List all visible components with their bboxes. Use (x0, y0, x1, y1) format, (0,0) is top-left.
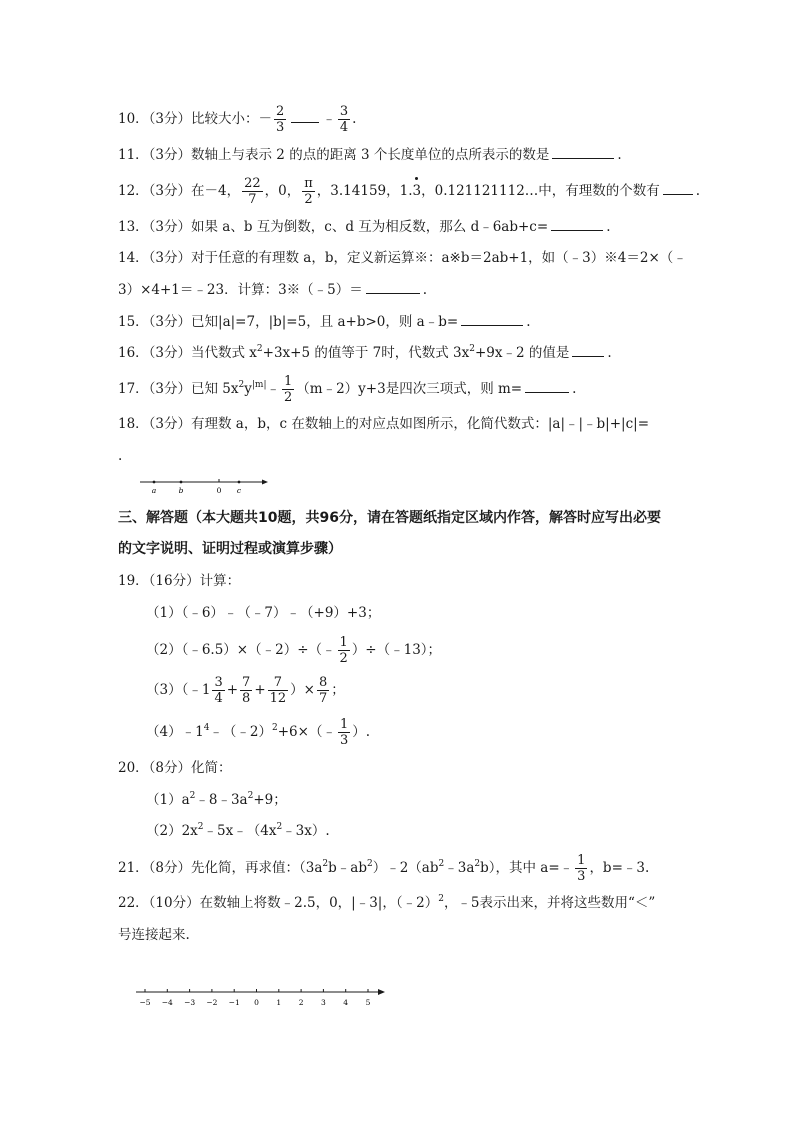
axis-tick-label: 1 (276, 998, 282, 1007)
axis-tick-label: −2 (206, 998, 218, 1007)
axis-tick-label: −5 (139, 998, 151, 1007)
point-b (180, 481, 183, 484)
answer-blank[interactable] (291, 108, 319, 123)
answer-blank[interactable] (551, 216, 603, 231)
point-a (153, 481, 156, 484)
label-0: 0 (216, 486, 222, 495)
axis-tick-label: 2 (298, 998, 304, 1007)
answer-blank[interactable] (366, 279, 420, 294)
label-a: a (151, 486, 157, 495)
question-10: 10．（3分）比较大小：－ $\frac{2}{3}$ ﹣ $\frac{3}{4}$ . (118, 104, 357, 135)
answer-blank[interactable] (552, 144, 614, 159)
answer-blank[interactable] (461, 311, 523, 326)
fraction: $\frac{1}{3}$ (339, 717, 349, 748)
axis-tick-label: 4 (343, 998, 349, 1007)
fraction: $\frac{3}{4}$ (214, 675, 223, 706)
label-c: c (236, 486, 242, 495)
question-17: 17．（3分）已知 $5x^2y^{|m|}﹣$ $\frac{1}{2}$ （m﹣2）y+3是四次三项式，则 m= . (118, 374, 577, 405)
fraction: $\frac{1}{2}$ (284, 374, 293, 405)
question-14-line2: 3）×4+1＝﹣23．计算：3※（﹣5）＝ . (118, 279, 427, 300)
axis-tick-label: −1 (228, 998, 240, 1007)
question-11: 11．（3分）数轴上与表示 2 的点的距离 3 个长度单位的点所表示的数是 . (118, 144, 622, 165)
question-19: 19．（16分）计算： (118, 573, 241, 589)
question-19-part1: （1）（﹣6）﹣（﹣7）﹣（+9）+3； (146, 605, 381, 621)
question-15: 15．（3分）已知|a|=7，|b|=5，且 a+b>0，则 a﹣b= . (118, 311, 531, 332)
label-b: b (178, 486, 184, 495)
repeating-digit: 3 (412, 183, 422, 199)
question-20: 20．（8分）化简： (118, 760, 232, 776)
fraction: $\frac{1}{3}$ (577, 853, 586, 884)
question-19-part3: （3）（﹣1 $\frac{3}{4}$ + $\frac{7}{8}$ + $\frac{7}{12}$ ）× $\frac{8}{7}$ ； (146, 675, 345, 706)
axis-tick-label: 3 (321, 998, 326, 1007)
question-20-part1: $(1)a^2﹣8﹣3a^2+9$； (146, 791, 287, 808)
number-line-abc (138, 476, 270, 500)
question-22: 22．（10分）在数轴上将数﹣2.5，0，|﹣3|，（﹣2）$^2$，﹣5表示出来，并将这些数用“＜” (118, 894, 656, 911)
fraction: $\frac{7}{8}$ (242, 675, 251, 706)
fraction: $\frac{8}{7}$ (318, 675, 328, 706)
fraction: $\frac{7}{12}$ (269, 675, 287, 706)
answer-blank[interactable] (525, 378, 569, 393)
fraction: $\frac{22}{7}$ (244, 176, 261, 207)
question-20-part2: $(2)2x^2﹣5x﹣(4x^2﹣3x)$. (146, 822, 330, 839)
axis-arrow-icon (262, 480, 268, 485)
axis-tick-label: −4 (161, 998, 173, 1007)
answer-blank[interactable] (663, 180, 693, 195)
fraction: $\frac{1}{2}$ (339, 635, 348, 666)
number-line-22 (134, 984, 390, 1010)
fraction: $\frac{\pi}{2}$ (304, 176, 313, 207)
question-14: 14．（3分）对于任意的有理数 a，b，定义新运算※：a※b＝2ab+1，如（﹣3）※4＝2×（﹣ (118, 250, 687, 266)
point-c (238, 481, 241, 484)
axis-tick-label: −3 (184, 998, 196, 1007)
question-13: 13．（3分）如果 a、b 互为倒数，c、d 互为相反数，那么 d﹣6ab+c= . (118, 216, 610, 237)
question-18: 18．（3分）有理数 a，b，c 在数轴上的对应点如图所示，化简代数式：|a|﹣|﹣b|+|c|= (118, 416, 650, 432)
axis-tick-label: 0 (254, 998, 259, 1007)
question-19-part2: （2）（﹣6.5）×（﹣2）÷（﹣ $\frac{1}{2}$ ）÷（﹣13）； (146, 635, 442, 666)
question-19-part4: $(4)﹣1^4﹣(﹣2)^2+6\times(﹣$ $\frac{1}{3}$ ）. (146, 717, 371, 748)
section-heading: 三、解答题（本大题共10题，共96分，请在答题纸指定区域内作答，解答时应写出必要 (118, 510, 661, 526)
section-heading-line2: 的文字说明、证明过程或演算步骤） (118, 541, 342, 557)
question-22-line2: 号连接起来. (118, 927, 190, 943)
fraction: $\frac{3}{4}$ (339, 104, 349, 135)
question-12: 12．（3分）在－4， $\frac{22}{7}$ ，0， $\frac{\pi}{2}$ ，3.14159，1.3，0.121121112…中，有理数的个数有 . (118, 176, 701, 207)
axis-arrow-icon (378, 989, 385, 995)
answer-blank[interactable] (572, 342, 604, 357)
question-16: 16．（3分）当代数式 $x^2+3x+5$ 的值等于 7时，代数式 $3x^2+9x﹣2$ 的值是 . (118, 344, 612, 361)
question-18-end: . (118, 448, 123, 464)
question-21: 21．（8分）先化简，再求值：$(3a^2b﹣ab^2)﹣2(ab^2﹣3a^2b)$，其中 a=﹣ $\frac{1}{3}$ ，b=﹣3. (118, 853, 650, 884)
axis-tick-label: 5 (365, 998, 371, 1007)
fraction: $\frac{2}{3}$ (276, 104, 285, 135)
